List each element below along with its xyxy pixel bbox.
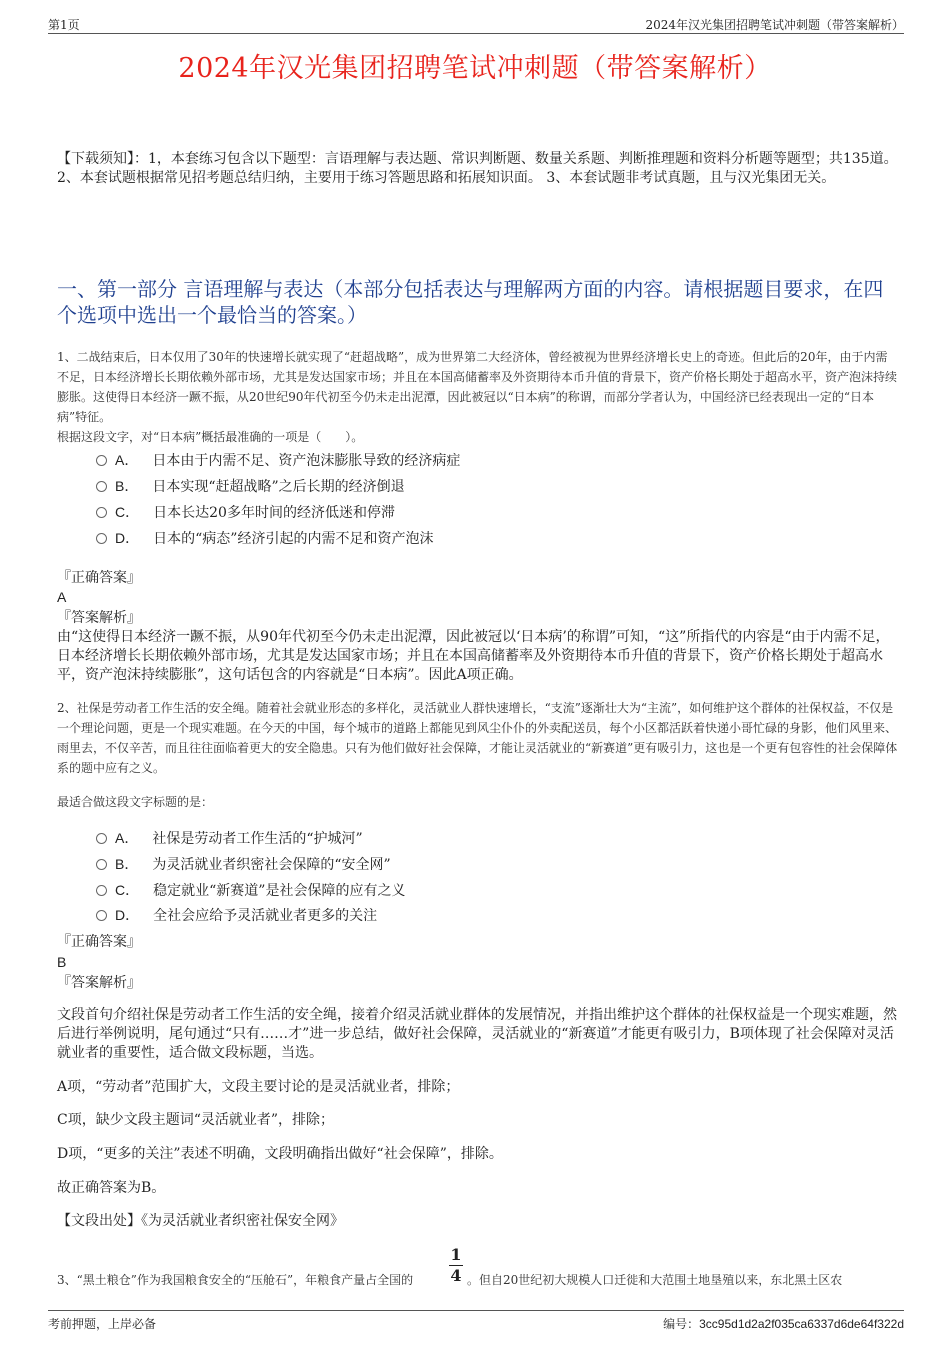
q2-answer: B [57, 954, 67, 970]
radio-icon[interactable] [96, 533, 107, 544]
footer-slogan: 考前押题，上岸必备 [48, 1317, 157, 1331]
q1-analysis: 由“这使得日本经济一蹶不振，从90年代初至今仍未走出泥潭，因此被冠以‘日本病’的称谓”可知，“这”所指代的内容是“由于内需不足，日本经济增长长期依赖外部市场，尤其是发达国家市场；并且在本国高储蓄率及外资期待本币升值的背景下，资产价格长期处于超高水平，资产泡沫持续膨胀”，这句话包含的内容就是“日本病”。因此A项正确。 [57, 629, 890, 683]
q2-source: 【文段出处】《为灵活就业者织密社保安全网》 [57, 1213, 344, 1229]
q2-option-c-note: C项，缺少文段主题词“灵活就业者”，排除； [57, 1112, 335, 1128]
q2-option-d[interactable]: D． 全社会应给予灵活就业者更多的关注 [96, 905, 377, 926]
q1-option-c[interactable]: C． 日本长达20多年时间的经济低迷和停滞 [96, 502, 395, 523]
radio-icon[interactable] [96, 833, 107, 844]
section-heading: 一、第一部分 言语理解与表达（本部分包括表达与理解两方面的内容。请根据题目要求，在四个选项中选出一个最恰当的答案。） [57, 277, 884, 327]
q2-analysis: 文段首句介绍社保是劳动者工作生活的安全绳，接着介绍灵活就业群体的发展情况，并指出维护这个群体的社保权益是一个现实难题，然后进行举例说明，尾句通过“只有……才”进一步总结，做好社会保障，灵活就业的“新赛道”才能更有吸引力，B项体现了社会保障对灵活就业者的重要性，适合做文段标题，当选。 [57, 1007, 897, 1061]
q1-option-d[interactable]: D． 日本的“病态”经济引起的内需不足和资产泡沫 [96, 528, 433, 549]
download-notice: 【下载须知】：1，本套练习包含以下题型：言语理解与表达题、常识判断题、数量关系题、判断推理题和资料分析题等题型；共135道。 2、本套试题根据常见招考题总结归纳，主要用于练习答题思路和拓展知识面。 3、本套试题非考试真题，且与汉光集团无关。 [57, 151, 898, 186]
q2-option-b[interactable]: B． 为灵活就业者织密社会保障的“安全网” [96, 854, 391, 875]
q2-analysis-label: 『答案解析』 [57, 975, 141, 991]
q1-stem: 1、二战结束后，日本仅用了30年的快速增长就实现了“赶超战略”，成为世界第二大经济体，曾经被视为世界经济增长史上的奇迹。但此后的20年，由于内需不足，日本经济增长长期依赖外部市场，尤其是发达国家市场；并且在本国高储蓄率及外资期待本币升值的背景下，资产价格长期处于超高水平，资产泡沫持续膨胀。这使得日本经济一蹶不振，从20世纪90年代初至今仍未走出泥潭，因此被冠以“日本病”的称谓，而部分学者认为，中国经济已经表现出一定的“日本病”特征。 [57, 350, 898, 424]
q1-option-b[interactable]: B． 日本实现“赶超战略”之后长期的经济倒退 [96, 476, 405, 497]
radio-icon[interactable] [96, 507, 107, 518]
q2-stem: 2、社保是劳动者工作生活的安全绳。随着社会就业形态的多样化，灵活就业人群快速增长，“支流”逐渐壮大为“主流”，如何维护这个群体的社保权益，不仅是一个理论问题，更是一个现实难题。在今天的中国，每个城市的道路上都能见到风尘仆仆的外卖配送员，每个小区都活跃着快递小哥忙碌的身影，他们风里来、雨里去，不仅辛苦，而且往往面临着更大的安全隐患。只有为他们做好社会保障，才能让灵活就业的“新赛道”更有吸引力，这也是一个更有包容性的社会保障体系的题中应有之义。 [57, 701, 898, 775]
radio-icon[interactable] [96, 481, 107, 492]
header-title: 2024年汉光集团招聘笔试冲刺题（带答案解析） [645, 18, 904, 32]
q2-question: 最适合做这段文字标题的是： [57, 795, 214, 809]
fraction-one-quarter: 1 4 [450, 1245, 462, 1285]
q1-question: 根据这段文字，对“日本病”概括最准确的一项是（ ）。 [57, 430, 364, 444]
radio-icon[interactable] [96, 910, 107, 921]
q1-analysis-label: 『答案解析』 [57, 610, 141, 626]
radio-icon[interactable] [96, 885, 107, 896]
page-number: 第1页 [48, 18, 80, 32]
q2-option-a[interactable]: A． 社保是劳动者工作生活的“护城河” [96, 828, 363, 849]
q3-stem-before: 3、“黑土粮仓”作为我国粮食安全的“压舱石”，年粮食产量占全国的 [57, 1273, 414, 1287]
q2-option-a-note: A项，“劳动者”范围扩大，文段主要讨论的是灵活就业者，排除； [57, 1079, 460, 1095]
document-code: 3cc95d1d2a2f035ca6337d6de64f322d [699, 1317, 904, 1331]
page-footer [48, 1310, 904, 1332]
q2-option-d-note: D项，“更多的关注”表述不明确，文段明确指出做好“社会保障”，排除。 [57, 1146, 503, 1162]
page-title: 2024年汉光集团招聘笔试冲刺题（带答案解析） [178, 53, 772, 84]
q1-answer: A [57, 589, 67, 605]
q1-answer-label: 『正确答案』 [57, 570, 141, 586]
page-header [48, 14, 904, 34]
q2-answer-label: 『正确答案』 [57, 934, 141, 950]
footer-id: 编号：3cc95d1d2a2f035ca6337d6de64f322d [663, 1317, 904, 1331]
q3-stem-after: 。但自20世纪初大规模人口迁徙和大范围土地垦殖以来，东北黑土区农 [467, 1273, 843, 1287]
q2-option-c[interactable]: C． 稳定就业“新赛道”是社会保障的应有之义 [96, 880, 405, 901]
q2-conclusion: 故正确答案为B。 [57, 1180, 166, 1196]
radio-icon[interactable] [96, 859, 107, 870]
q1-option-a[interactable]: A． 日本由于内需不足、资产泡沫膨胀导致的经济病症 [96, 450, 460, 471]
radio-icon[interactable] [96, 455, 107, 466]
